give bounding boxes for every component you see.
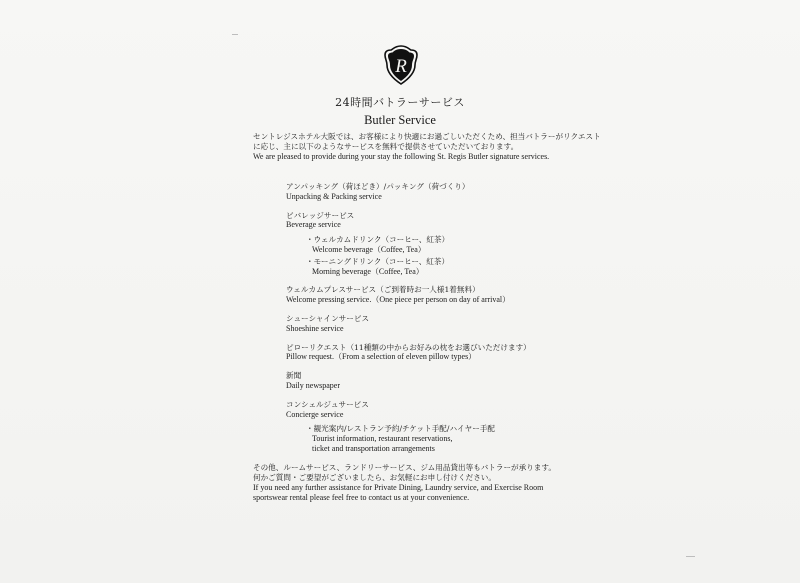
sub-item-morning-beverage [306,257,616,277]
title-english: Butler Service [364,113,436,127]
service-list [286,182,616,463]
service-en: Beverage service [286,220,341,230]
service-jp: 新聞 [286,371,302,381]
scan-speck [232,34,238,35]
outro-jp-line-2: 何かご質問・ご要望がございましたら、お気軽にお申し付けください。 [253,473,496,482]
service-sub-list [306,424,616,453]
service-en: Pillow request.（From a selection of eleven pillow types） [286,352,477,362]
service-item-concierge [286,400,616,454]
sub-item-jp: ・観光案内/レストラン予約/チケット手配/ハイヤー手配 [306,424,496,434]
service-jp: シューシャインサービス [286,313,370,323]
service-en: Shoeshine service [286,323,344,333]
sub-item-jp: ・ウェルカムドリンク（コーヒー、紅茶） [306,235,450,245]
service-jp: コンシェルジュサービス [286,399,369,409]
scan-speck [686,556,695,557]
sub-item-en-continued: ticket and transportation arrangements [312,443,435,453]
service-item-shoeshine [286,314,616,334]
service-item-beverage [286,211,616,277]
service-jp: ウェルカムプレスサービス（ご到着時お一人様1着無料） [286,285,480,295]
svg-text:R: R [395,56,407,77]
service-sub-list [306,235,616,276]
sub-item-en: Tourist information, restaurant reservations, [312,434,453,444]
service-en: Daily newspaper [286,380,340,390]
outro-en-line-2: sportswear rental please feel free to contact us at your convenience. [253,493,470,502]
outro-jp-line-1: その他、ルームサービス、ランドリーサービス、ジム用品貸出等もバトラーが承ります。 [253,463,556,472]
service-jp: アンパッキング（荷ほどき）/パッキング（荷づくり） [286,182,470,191]
sub-item-jp: ・モーニングドリンク（コーヒー、紅茶） [306,256,450,266]
title-japanese: 24時間バトラーサービス [335,96,465,109]
intro-jp-line-1: セントレジスホテル大阪では、お客様により快適にお過ごしいただくため、担当バトラーがリクエスト [253,132,601,141]
sub-item-concierge-details [306,424,616,453]
service-en: Concierge service [286,409,344,419]
service-jp: ピローリクエスト（11種類の中からお好みの枕をお選びいただけます） [286,342,531,352]
service-item-newspaper [286,371,616,391]
intro-jp-line-2: に応じ、主に以下のようなサービスを無料で提供させていただいております。 [253,142,519,151]
service-en: Welcome pressing service.（One piece per person on day of arrival） [286,295,511,305]
sub-item-en: Welcome beverage（Coffee, Tea） [312,244,426,254]
intro-paragraph [253,132,601,162]
service-item-unpacking [286,182,616,202]
intro-en-line: We are pleased to provide during your stay the following St. Regis Butler signature services. [253,152,550,161]
service-en: Unpacking & Packing service [286,191,382,201]
service-item-pressing [286,285,616,305]
closing-paragraph [253,463,593,503]
service-jp: ビバレッジサービス [286,210,355,220]
service-item-pillow [286,343,616,363]
sub-item-en: Morning beverage（Coffee, Tea） [312,266,424,276]
st-regis-crest-logo [383,45,419,85]
outro-en-line-1: If you need any further assistance for Private Dining, Laundry service, and Exercise Room [253,483,544,492]
sub-item-welcome-beverage [306,235,616,255]
